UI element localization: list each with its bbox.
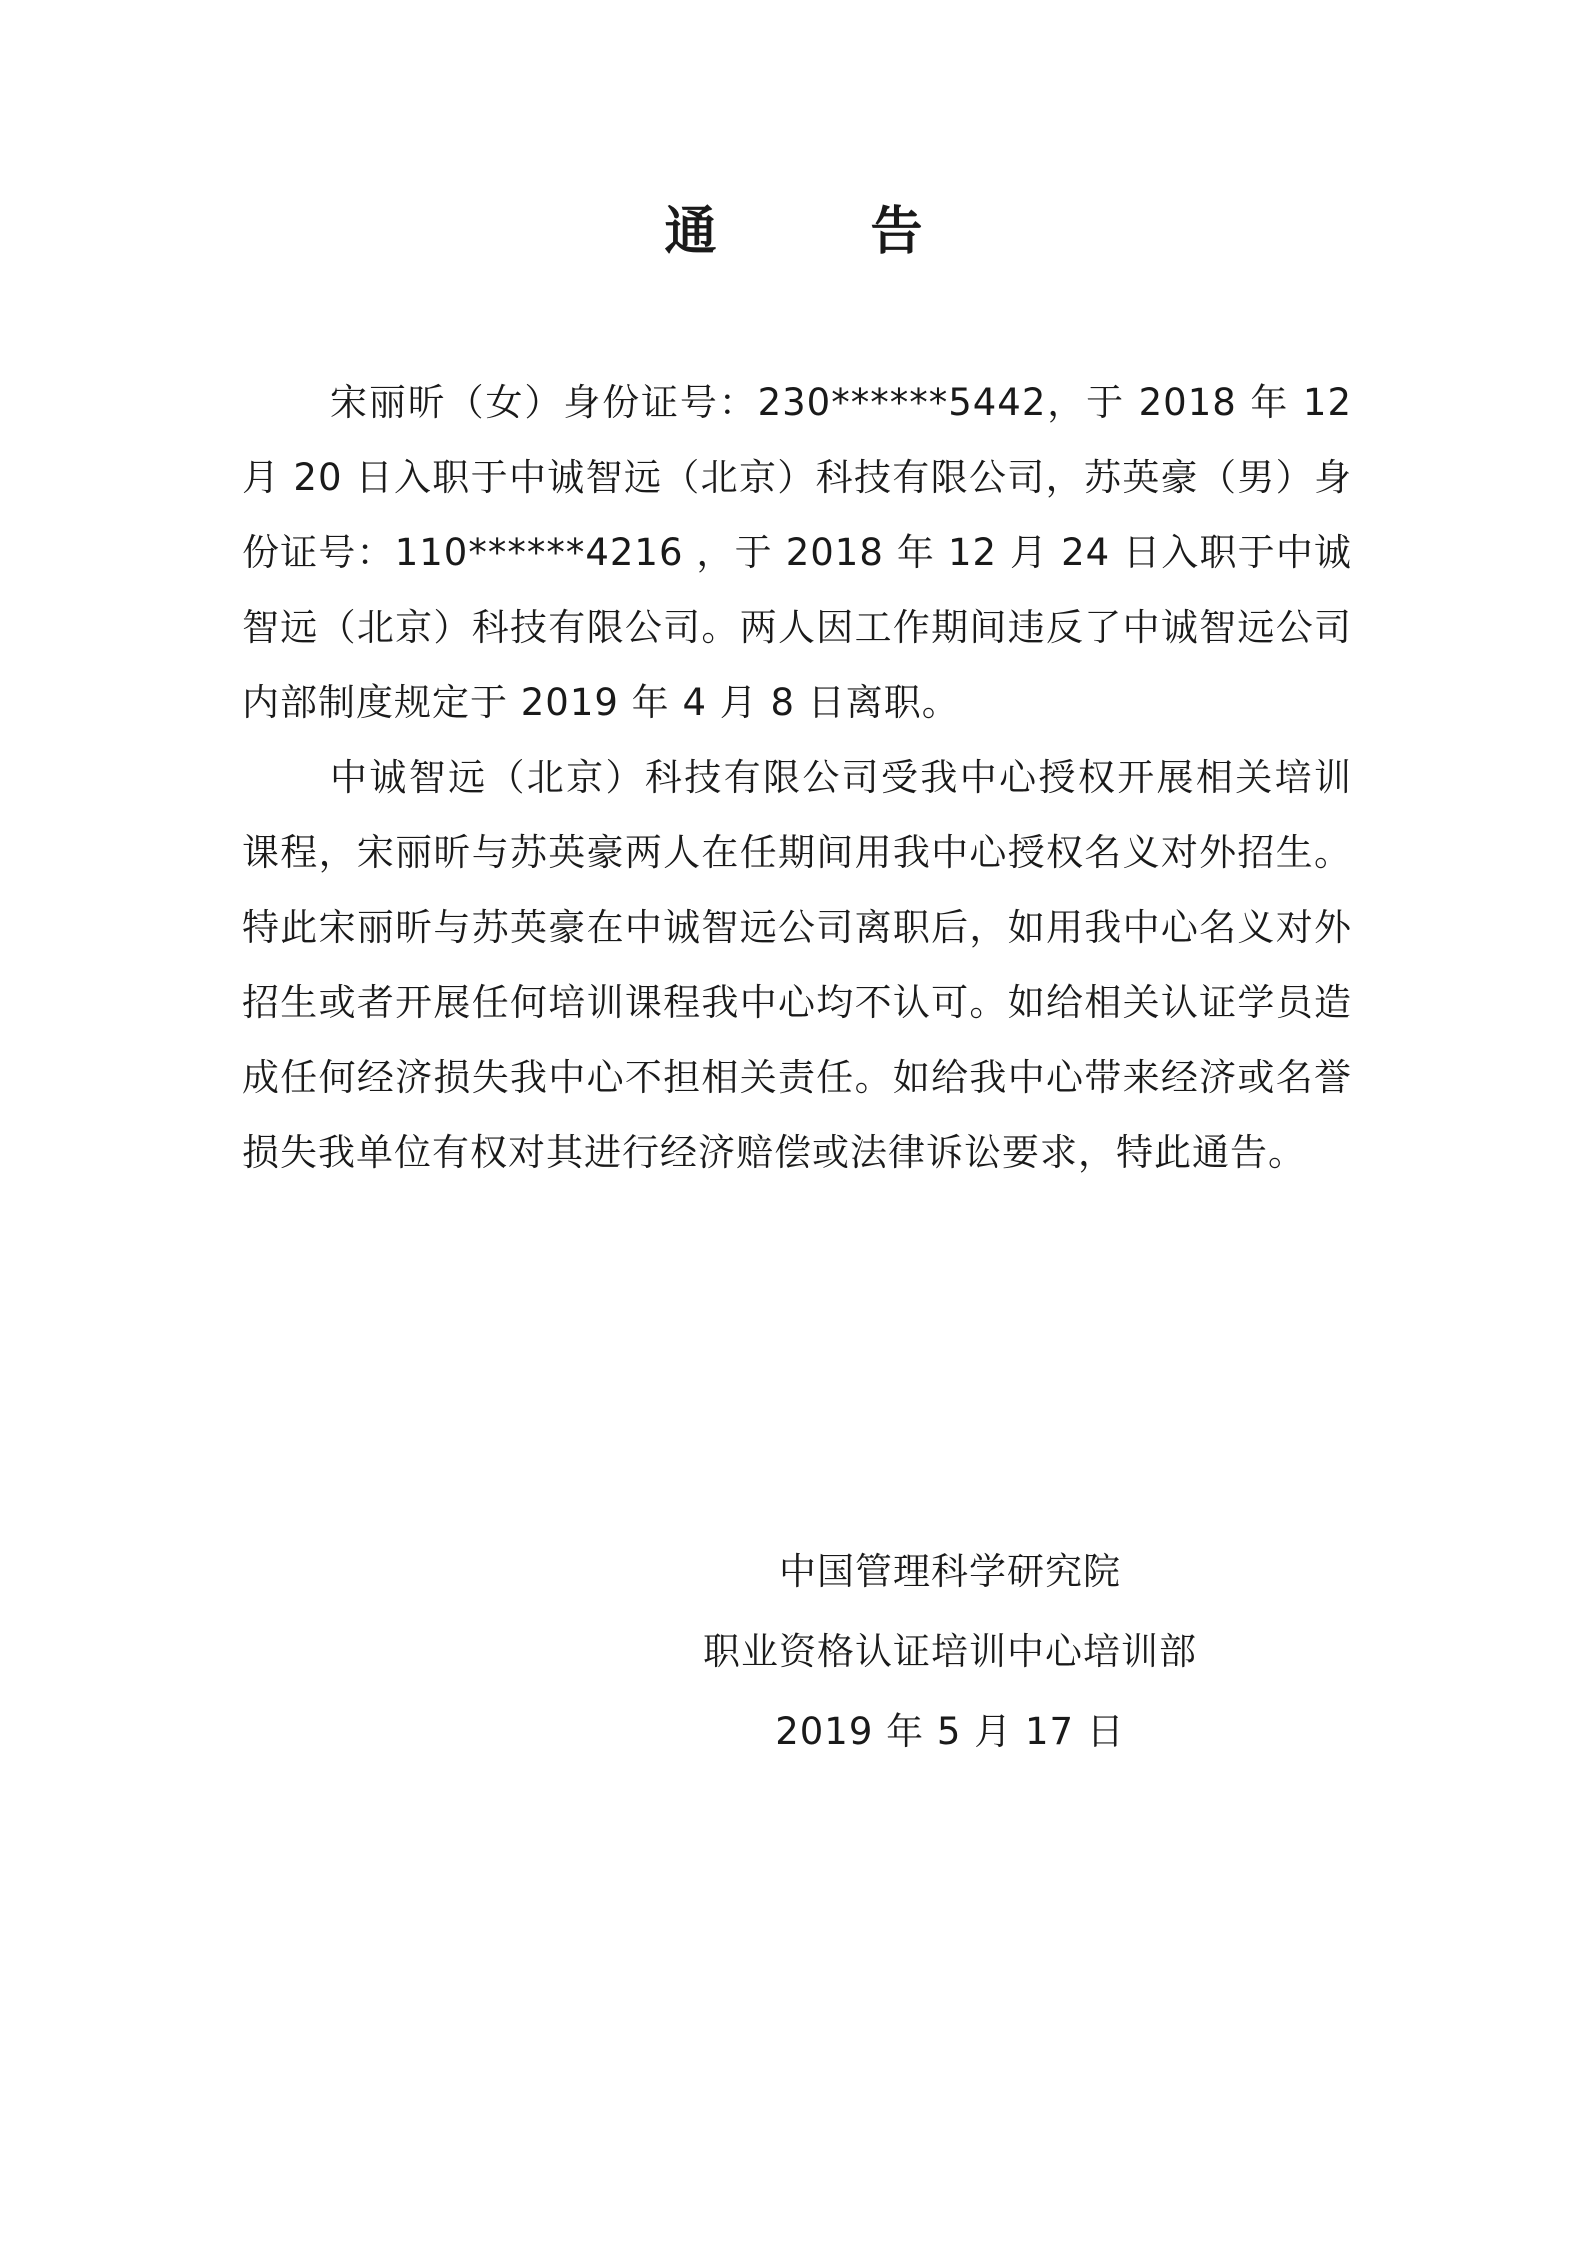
- signature-department: 职业资格认证培训中心培训部: [703, 1630, 1197, 1673]
- notice-title: 通 告: [664, 201, 991, 262]
- signature-block: [640, 1532, 1260, 1772]
- signature-organization: 中国管理科学研究院: [779, 1550, 1121, 1593]
- notice-body: [242, 365, 1352, 1190]
- notice-paragraph-2: 中诚智远（北京）科技有限公司受我中心授权开展相关培训课程，宋丽昕与苏英豪两人在任期间用我中心授权名义对外招生。特此宋丽昕与苏英豪在中诚智远公司离职后，如用我中心名义对外招生或者开展任何培训课程我中心均不认可。如给相关认证学员造成任何经济损失我中心不担相关责任。如给我中心带来经济或名誉损失我单位有权对其进行经济赔偿或法律诉讼要求，特此通告。: [242, 756, 1352, 1174]
- signature-date: 2019 年 5 月 17 日: [775, 1710, 1125, 1753]
- notice-paragraph-1: 宋丽昕（女）身份证号：230******5442，于 2018 年 12 月 20 日入职于中诚智远（北京）科技有限公司，苏英豪（男）身份证号：110******4216 ，于 2018 年 12 月 24 日入职于中诚智远（北京）科技有限公司。两人因工作期间违反了中诚智远公司内部制度规定于 2019 年 4 月 8 日离职。: [242, 381, 1352, 724]
